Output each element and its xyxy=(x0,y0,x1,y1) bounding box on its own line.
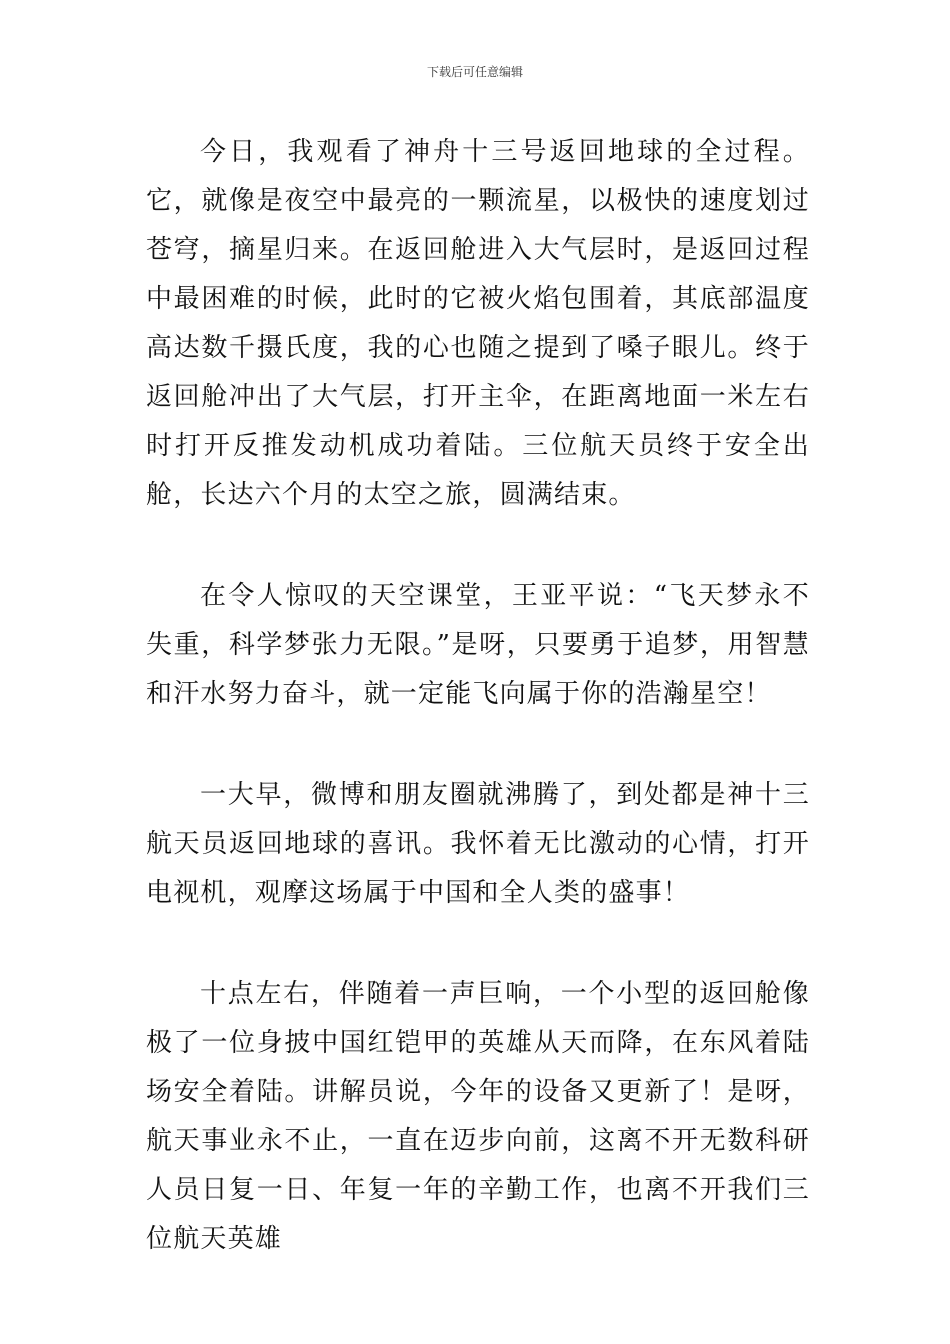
paragraph-1: 今日，我观看了神舟十三号返回地球的全过程。它，就像是夜空中最亮的一颗流星，以极快的速度划过苍穹，摘星归来。在返回舱进入大气层时，是返回过程中最困难的时候，此时的它被火焰包围着，其底部温度高达数千摄氏度，我的心也随之提到了嗓子眼儿。终于返回舱冲出了大气层，打开主伞，在距离地面一米左右时打开反推发动机成功着陆。三位航天员终于安全出舱，长达六个月的太空之旅，圆满结束。 xyxy=(146,137,810,510)
paragraph-4: 十点左右，伴随着一声巨响，一个小型的返回舱像极了一位身披中国红铠甲的英雄从天而降，在东风着陆场安全着陆。讲解员说，今年的设备又更新了！是呀，航天事业永不止，一直在迈步向前，这离不开无数科研人员日复一日、年复一年的辛勤工作，也离不开我们三位航天英雄 xyxy=(146,979,810,1254)
paragraph-3: 一大早，微博和朋友圈就沸腾了，到处都是神十三航天员返回地球的喜讯。我怀着无比激动的心情，打开电视机，观摩这场属于中国和全人类的盛事！ xyxy=(146,780,810,908)
page-header-note: 下载后可任意编辑 xyxy=(426,65,523,79)
document-body xyxy=(146,128,810,1316)
paragraph-2: 在令人惊叹的天空课堂，王亚平说：“飞天梦永不失重，科学梦张力无限。”是呀，只要勇于追梦，用智慧和汗水努力奋斗，就一定能飞向属于你的浩瀚星空！ xyxy=(146,581,810,709)
